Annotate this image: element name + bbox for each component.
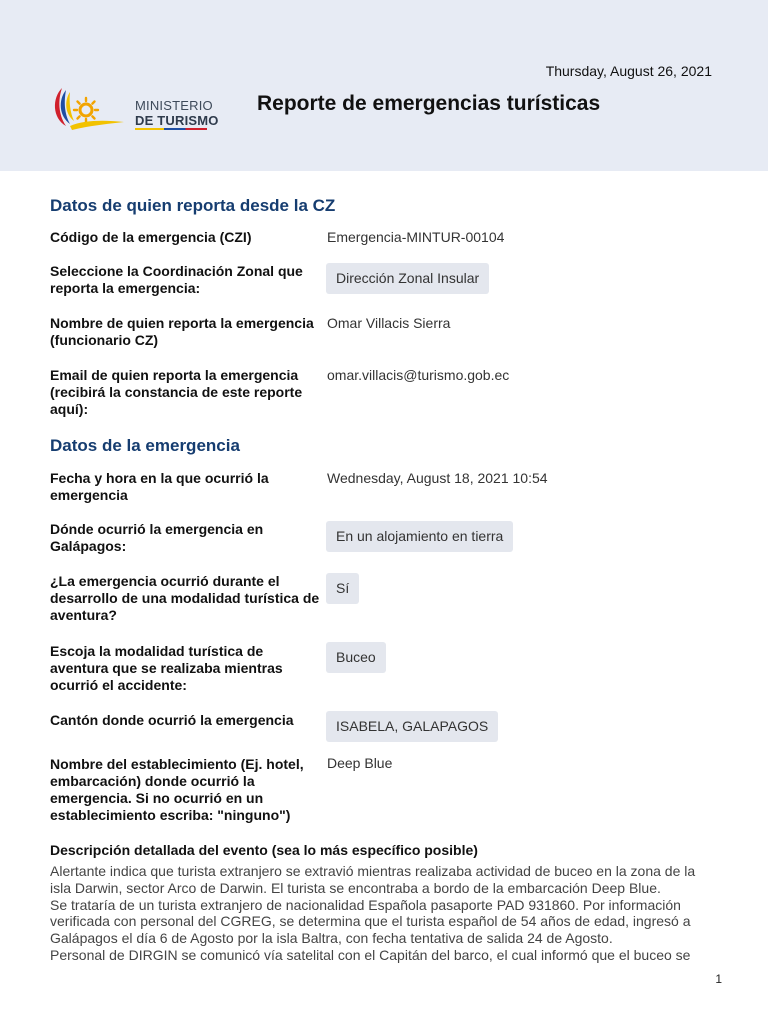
logo-text <box>135 98 219 128</box>
ministerio-turismo-logo <box>50 84 220 134</box>
field-value-establishment: Deep Blue <box>327 755 393 771</box>
description-text: Alertante indica que turista extranjero se extravió mientras realizaba actividad de buceo en la zona de la isla Darwin, sector Arco de Darwin. El turista se encontraba a bordo de la embarcación Deep Blue. Se trataría de un turista extranjero de nacionalidad Española pasaporte PAD 931860. Por información verificada con personal del CGREG, se determina que el turista español de 54 años de edad, ingresó a Galápagos el día 6 de Agosto por la isla Baltra, con fecha tentativa de salida 24 de Agosto. Personal de DIRGIN se comunicó vía satelital con el Capitán del barco, el cual informó que el buceo se <box>50 863 696 963</box>
field-label-emergency-code: Código de la emergencia (CZI) <box>50 229 252 245</box>
field-value-zonal-coordination: Dirección Zonal Insular <box>326 263 489 294</box>
field-label-emergency-location: Dónde ocurrió la emergencia en Galápagos: <box>50 521 264 554</box>
logo-line-1: MINISTERIO <box>135 98 213 113</box>
page-number: 1 <box>715 972 722 986</box>
report-date: Thursday, August 26, 2021 <box>545 63 712 79</box>
field-label-adventure-modality: ¿La emergencia ocurrió durante el desarrollo de una modalidad turística de aventura? <box>50 573 320 623</box>
field-value-reporter-name: Omar Villacis Sierra <box>327 315 451 331</box>
field-value-canton: ISABELA, GALAPAGOS <box>326 711 498 742</box>
field-label-zonal-coordination: Seleccione la Coordinación Zonal que reporta la emergencia: <box>50 263 303 296</box>
field-value-emergency-location: En un alojamiento en tierra <box>326 521 513 552</box>
field-label-reporter-email: Email de quien reporta la emergencia (recibirá la constancia de este reporte aquí): <box>50 367 303 417</box>
field-label-emergency-datetime: Fecha y hora en la que ocurrió la emergencia <box>50 470 269 503</box>
section-emergency-title: Datos de la emergencia <box>50 436 240 455</box>
field-value-reporter-email: omar.villacis@turismo.gob.ec <box>327 367 510 383</box>
field-value-adventure-type: Buceo <box>326 642 386 673</box>
field-value-emergency-code: Emergencia-MINTUR-00104 <box>327 229 505 245</box>
field-value-emergency-datetime: Wednesday, August 18, 2021 10:54 <box>327 470 548 486</box>
field-value-adventure-modality: Sí <box>326 573 359 604</box>
field-label-establishment: Nombre del establecimiento (Ej. hotel, embarcación) donde ocurrió la emergencia. Si no ocurrió en un establecimiento escriba: "ninguno") <box>50 756 304 823</box>
field-label-reporter-name: Nombre de quien reporta la emergencia (funcionario CZ) <box>50 315 314 348</box>
section-reporter-title: Datos de quien reporta desde la CZ <box>50 196 336 215</box>
description-label: Descripción detallada del evento (sea lo más específico posible) <box>50 842 478 858</box>
field-label-adventure-type: Escoja la modalidad turística de aventura que se realizaba mientras ocurrió el accidente: <box>50 643 283 693</box>
logo-color-bar <box>135 128 207 130</box>
logo-line-2: DE TURISMO <box>135 113 219 128</box>
sun-logo-icon <box>50 84 130 134</box>
report-header <box>0 0 768 171</box>
page-title: Reporte de emergencias turísticas <box>257 92 601 115</box>
field-label-canton: Cantón donde ocurrió la emergencia <box>50 712 294 728</box>
